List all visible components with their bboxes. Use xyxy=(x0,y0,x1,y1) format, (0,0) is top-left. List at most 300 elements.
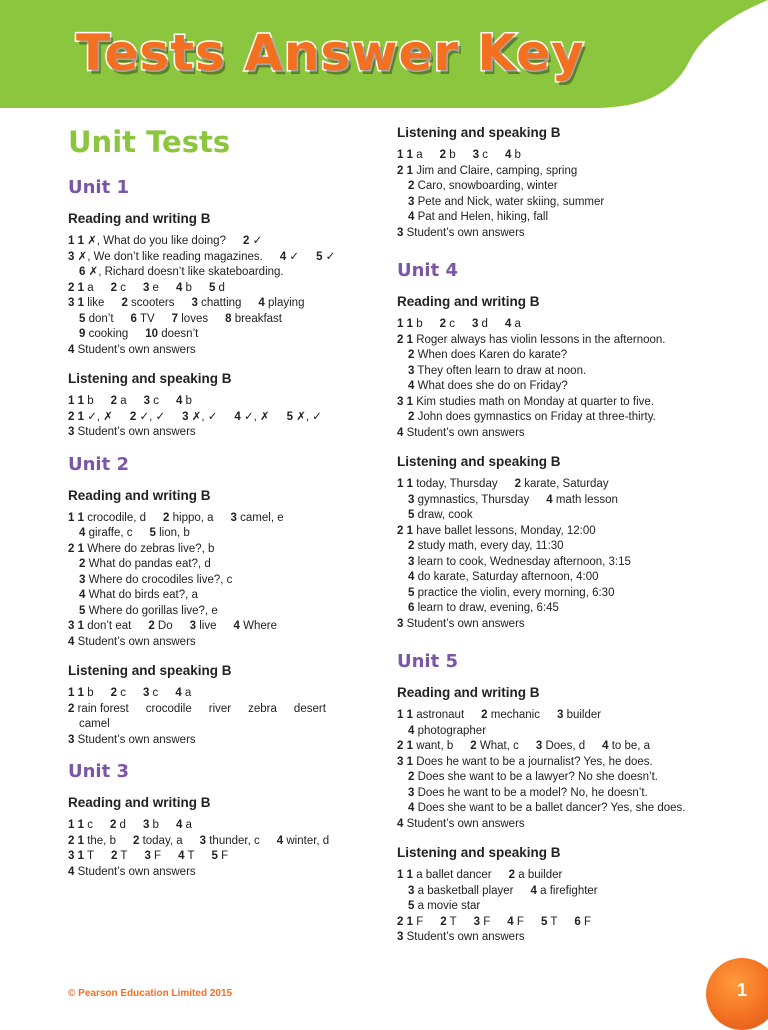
answer-text: crocodile xyxy=(145,702,192,715)
answer-line xyxy=(68,557,368,573)
answer-item xyxy=(557,708,601,724)
answer-item xyxy=(200,834,260,850)
answer-line xyxy=(68,717,368,733)
answer-text: ✗, What do you like doing? xyxy=(84,235,226,247)
listening-speaking-block xyxy=(397,453,717,632)
item-number: 4 xyxy=(397,817,404,830)
answer-item xyxy=(397,930,525,946)
answer-item xyxy=(536,739,585,755)
answer-line xyxy=(68,849,368,865)
answer-text: rain forest xyxy=(74,702,129,715)
answer-text: Student’s own answers xyxy=(74,865,196,878)
answer-item xyxy=(397,426,525,442)
item-number: 2 xyxy=(508,869,516,881)
answer-text: playing xyxy=(264,297,305,309)
answer-item xyxy=(68,394,94,410)
answer-item xyxy=(408,770,658,786)
answer-text: the, b xyxy=(84,834,116,847)
item-number: 3 xyxy=(142,687,150,699)
item-number: 5 xyxy=(149,527,156,539)
answer-item xyxy=(192,296,242,312)
answer-lines xyxy=(68,686,368,748)
item-number: 4 xyxy=(175,395,183,407)
item-number: 2 xyxy=(481,709,488,721)
answer-line xyxy=(68,425,368,441)
answer-text: What does she do on Friday? xyxy=(414,380,568,392)
answer-item xyxy=(68,834,116,850)
reading-writing-block xyxy=(68,794,368,880)
answer-line xyxy=(397,477,717,493)
answer-line xyxy=(397,426,717,442)
answer-item xyxy=(145,327,198,343)
answer-text: like xyxy=(84,297,105,309)
answer-item xyxy=(481,708,540,724)
item-number: 3 xyxy=(397,226,404,239)
answer-item xyxy=(68,296,104,312)
item-number: 3 1 xyxy=(68,620,84,632)
answer-lines xyxy=(397,477,717,632)
answer-item xyxy=(172,312,208,328)
answer-text: practice the violin, every morning, 6:30 xyxy=(414,586,615,599)
item-number: 5 xyxy=(408,586,415,599)
block-title: Reading and writing B xyxy=(397,685,540,700)
answer-line xyxy=(397,210,717,226)
answer-line xyxy=(397,379,717,395)
answer-text: b xyxy=(182,281,192,294)
item-number: 2 xyxy=(440,915,447,928)
answer-text: ✗, We don’t like reading magazines. xyxy=(74,250,263,263)
answer-item xyxy=(440,148,456,164)
answer-text: Student’s own answers xyxy=(74,733,196,746)
answer-item xyxy=(509,868,563,884)
answer-item xyxy=(397,617,525,633)
answer-item xyxy=(144,849,161,865)
answer-item xyxy=(440,317,455,333)
answer-item xyxy=(397,164,577,180)
answer-text: T xyxy=(446,915,457,928)
item-number: 1 1 xyxy=(397,478,413,490)
item-number: 2 xyxy=(132,834,140,847)
answer-line xyxy=(397,508,717,524)
answer-line xyxy=(68,588,368,604)
answer-text: study math, every day, 11:30 xyxy=(414,540,564,552)
answer-text: Student’s own answers xyxy=(403,226,525,239)
item-number: 4 xyxy=(234,410,241,423)
item-number: 3 1 xyxy=(397,755,413,768)
answer-text: learn to draw, evening, 6:45 xyxy=(414,602,559,614)
answer-item xyxy=(287,410,322,426)
answer-item xyxy=(507,915,524,931)
answer-item xyxy=(176,818,192,834)
answer-item xyxy=(68,234,226,250)
answer-item xyxy=(574,915,591,931)
item-number: 4 xyxy=(175,819,183,831)
answer-item xyxy=(408,884,514,900)
item-number: 4 xyxy=(79,589,86,601)
listening-speaking-block xyxy=(68,662,368,748)
answer-item xyxy=(408,508,473,524)
item-number: 3 xyxy=(471,318,479,330)
item-number: 3 xyxy=(397,931,404,943)
item-number: 3 xyxy=(408,493,415,506)
answer-item xyxy=(68,250,263,266)
item-number: 3 xyxy=(397,617,404,630)
answer-text: Student’s own answers xyxy=(403,817,525,830)
answer-item xyxy=(408,348,567,364)
item-number: 4 xyxy=(68,635,75,648)
item-number: 5 xyxy=(540,915,548,928)
answer-line xyxy=(397,179,717,195)
answer-text: b xyxy=(84,687,94,699)
answer-lines xyxy=(397,317,717,441)
answer-item xyxy=(546,493,618,509)
answer-line xyxy=(68,635,368,651)
answer-line xyxy=(397,617,717,633)
answer-text: lion, b xyxy=(155,527,190,539)
answer-line xyxy=(397,899,717,915)
answer-item xyxy=(408,379,568,395)
item-number: 2 xyxy=(242,235,250,247)
item-number: 4 xyxy=(504,318,512,330)
answer-line xyxy=(397,930,717,946)
answer-line xyxy=(397,148,717,164)
item-number: 6 xyxy=(130,312,137,325)
answer-item xyxy=(143,281,159,297)
answer-item xyxy=(397,524,596,540)
answer-text: do karate, Saturday afternoon, 4:00 xyxy=(414,571,599,583)
item-number: 1 1 xyxy=(397,709,413,721)
item-number: 2 xyxy=(408,540,415,552)
answer-text: ✗, ✓ xyxy=(293,410,322,423)
answer-lines xyxy=(68,394,368,441)
answer-item xyxy=(110,818,126,834)
answer-item xyxy=(408,195,604,211)
section-title: Unit Tests xyxy=(68,125,231,159)
answer-text: Student’s own answers xyxy=(403,931,525,943)
answer-item xyxy=(111,686,126,702)
unit-title: Unit 5 xyxy=(397,651,458,672)
answer-text: a xyxy=(84,281,94,294)
item-number: 7 xyxy=(171,312,179,325)
item-number: 3 xyxy=(408,364,415,377)
answer-line xyxy=(68,312,368,328)
answer-text: T xyxy=(117,850,128,862)
answer-text: Does she want to be a ballet dancer? Yes, she does. xyxy=(414,802,686,814)
answer-item xyxy=(79,526,133,542)
answer-text: builder xyxy=(563,709,602,721)
unit-3 xyxy=(68,760,368,880)
block-title: Listening and speaking B xyxy=(397,125,561,140)
item-number: 1 1 xyxy=(68,687,84,699)
block-title: Listening and speaking B xyxy=(68,663,232,678)
answer-item xyxy=(68,733,196,749)
item-number: 5 xyxy=(408,509,415,521)
answer-item xyxy=(408,570,599,586)
answer-text: c xyxy=(149,687,159,699)
answer-item xyxy=(148,619,172,635)
answer-item xyxy=(68,849,94,865)
item-number: 2 xyxy=(111,850,118,862)
answer-item xyxy=(176,394,192,410)
answer-text: T xyxy=(184,850,195,862)
item-number: 3 xyxy=(68,250,75,263)
item-number: 2 1 xyxy=(397,524,413,537)
answer-text: camel, e xyxy=(236,511,284,524)
answer-line xyxy=(68,265,368,281)
answer-item xyxy=(408,586,614,602)
answer-text: astronaut xyxy=(413,709,465,721)
answer-text: Where do zebras live?, b xyxy=(84,542,215,555)
answer-text: a xyxy=(182,819,192,831)
answer-text: c xyxy=(479,149,488,161)
answer-item xyxy=(182,410,217,426)
answer-text: Where do gorillas live?, e xyxy=(85,604,218,617)
answer-text: Student’s own answers xyxy=(403,426,525,439)
answer-item xyxy=(79,327,128,343)
answer-text: b xyxy=(182,395,192,407)
answer-item xyxy=(79,717,110,733)
answer-text: b xyxy=(149,819,159,831)
item-number: 3 xyxy=(230,511,237,524)
answer-item xyxy=(397,395,654,411)
answer-line xyxy=(397,539,717,555)
item-number: 4 xyxy=(397,426,404,439)
block-title: Reading and writing B xyxy=(397,294,540,309)
answer-text: They often learn to draw at noon. xyxy=(414,364,587,377)
item-number: 3 xyxy=(142,819,150,831)
item-number: 2 xyxy=(439,318,446,330)
answer-text: e xyxy=(149,281,159,294)
answer-line xyxy=(397,755,717,771)
item-number: 1 1 xyxy=(68,395,84,407)
answer-item xyxy=(111,281,126,297)
answer-item xyxy=(243,234,262,250)
answer-text: karate, Saturday xyxy=(521,478,609,490)
answer-item xyxy=(234,619,277,635)
answer-text: today, Thursday xyxy=(413,478,498,490)
answer-item xyxy=(68,686,94,702)
page-number: 1 xyxy=(736,980,747,1000)
answer-text: live xyxy=(196,620,217,632)
answer-text: river xyxy=(208,702,232,715)
item-number: 4 xyxy=(546,493,553,506)
item-number: 2 xyxy=(121,297,128,309)
answer-text: to be, a xyxy=(608,740,651,752)
answer-text: zebra xyxy=(248,702,277,715)
listening-speaking-block xyxy=(68,370,368,441)
answer-line xyxy=(397,601,717,617)
answer-line xyxy=(68,702,368,718)
answer-text: giraffe, c xyxy=(85,527,133,539)
answer-item xyxy=(146,702,192,718)
answer-line xyxy=(397,570,717,586)
answer-line xyxy=(397,195,717,211)
item-number: 6 xyxy=(408,602,415,614)
item-number: 2 xyxy=(148,620,155,632)
answer-item xyxy=(397,868,492,884)
item-number: 9 xyxy=(79,328,86,340)
answer-text: have ballet lessons, Monday, 12:00 xyxy=(413,524,596,537)
answer-text: Where xyxy=(239,620,277,632)
answer-text: breakfast xyxy=(231,312,282,325)
answer-text: ✓, ✗ xyxy=(240,410,270,423)
answer-text: a xyxy=(511,318,521,330)
answer-lines xyxy=(68,511,368,651)
answer-line xyxy=(397,555,717,571)
answer-item xyxy=(397,148,423,164)
answer-item xyxy=(68,425,196,441)
item-number: 2 xyxy=(129,410,137,423)
answer-text: Student’s own answers xyxy=(74,426,196,438)
answer-item xyxy=(316,250,335,266)
item-number: 3 xyxy=(408,555,415,568)
answer-line xyxy=(68,234,368,250)
answer-item xyxy=(294,702,326,718)
answer-text: a basketball player xyxy=(414,884,514,897)
answer-text: chatting xyxy=(197,297,242,309)
item-number: 3 xyxy=(182,410,189,423)
answer-item xyxy=(408,493,529,509)
item-number: 3 xyxy=(473,915,481,928)
item-number: 4 xyxy=(68,343,75,356)
answer-item xyxy=(408,601,559,617)
answer-text: Do xyxy=(154,620,173,632)
answer-line xyxy=(397,868,717,884)
answer-text: Student’s own answers xyxy=(403,617,525,630)
answer-lines xyxy=(397,868,717,946)
answer-text: learn to cook, Wednesday afternoon, 3:15 xyxy=(414,555,631,568)
item-number: 3 xyxy=(189,620,197,632)
item-number: 4 xyxy=(175,281,183,294)
answer-item xyxy=(473,148,488,164)
item-number: 2 xyxy=(408,180,415,192)
answer-item xyxy=(175,686,191,702)
answer-text: Jim and Claire, camping, spring xyxy=(413,164,578,177)
answer-line xyxy=(68,327,368,343)
reading-writing-block xyxy=(68,210,368,358)
item-number: 10 xyxy=(145,328,159,340)
answer-item xyxy=(68,281,94,297)
answer-item xyxy=(258,296,304,312)
item-number: 2 xyxy=(408,771,415,783)
item-number: 5 xyxy=(408,900,415,912)
item-number: 4 xyxy=(408,211,415,223)
answer-item xyxy=(408,179,558,195)
answer-text: gymnastics, Thursday xyxy=(414,493,530,506)
item-number: 3 xyxy=(408,884,415,897)
answer-text: c xyxy=(150,395,159,407)
item-number: 5 xyxy=(286,410,294,423)
item-number: 2 1 xyxy=(68,410,84,423)
answer-text: ✗, Richard doesn’t like skateboarding. xyxy=(85,266,284,278)
answer-text: Student’s own answers xyxy=(74,343,196,356)
answer-line xyxy=(68,296,368,312)
answer-line xyxy=(397,708,717,724)
item-number: 1 1 xyxy=(68,235,84,247)
answer-line xyxy=(68,573,368,589)
answer-item xyxy=(474,915,491,931)
answer-item xyxy=(121,296,174,312)
answer-line xyxy=(397,164,717,180)
item-number: 2 xyxy=(408,411,415,423)
answer-text: F xyxy=(480,915,491,928)
item-number: 3 1 xyxy=(68,297,84,309)
answer-text: loves xyxy=(178,312,209,325)
item-number: 3 xyxy=(408,195,415,208)
answer-line xyxy=(68,250,368,266)
answer-item xyxy=(143,686,158,702)
unit-4 xyxy=(397,259,717,632)
answer-text: Does he want to be a journalist? Yes, he does. xyxy=(413,755,653,768)
answer-text: a firefighter xyxy=(536,884,598,897)
answer-line xyxy=(68,834,368,850)
answer-item xyxy=(144,394,159,410)
item-number: 2 xyxy=(79,558,86,570)
item-number: 2 xyxy=(514,478,521,490)
item-number: 3 xyxy=(68,733,75,746)
reading-writing-block xyxy=(68,487,368,651)
item-number: 4 xyxy=(408,802,415,814)
item-number: 3 xyxy=(191,297,198,309)
answer-item xyxy=(131,312,155,328)
answer-item xyxy=(79,312,114,328)
item-number: 6 xyxy=(574,915,581,928)
answer-text: doesn’t xyxy=(158,328,199,340)
answer-line xyxy=(68,686,368,702)
item-number: 4 xyxy=(276,834,284,847)
answer-text: Does, d xyxy=(542,740,586,752)
answer-line xyxy=(397,348,717,364)
answer-item xyxy=(541,915,557,931)
answer-item xyxy=(408,724,486,740)
answer-line xyxy=(68,818,368,834)
answer-text: Pat and Helen, hiking, fall xyxy=(414,211,549,223)
answer-text: a xyxy=(181,687,192,699)
answer-item xyxy=(212,849,229,865)
item-number: 1 1 xyxy=(68,819,84,831)
answer-text: a builder xyxy=(515,869,563,881)
item-number: 4 xyxy=(602,740,609,752)
answer-item xyxy=(408,210,548,226)
item-number: 2 xyxy=(110,281,117,294)
item-number: 4 xyxy=(233,620,240,632)
answer-item xyxy=(397,317,423,333)
item-number: 4 xyxy=(279,250,287,263)
answer-text: a xyxy=(413,149,423,161)
item-number: 3 xyxy=(199,834,207,847)
left-column xyxy=(68,118,368,892)
answer-text: a xyxy=(117,395,127,407)
answer-line xyxy=(68,542,368,558)
answer-item xyxy=(397,755,653,771)
answer-text: b xyxy=(511,149,521,161)
answer-item xyxy=(408,539,564,555)
block-title: Reading and writing B xyxy=(68,795,211,810)
answer-text: d xyxy=(478,318,488,330)
answer-item xyxy=(150,526,190,542)
item-number: 5 xyxy=(316,250,323,263)
answer-text: What, c xyxy=(476,740,519,752)
item-number: 2 xyxy=(408,349,415,361)
answer-lines xyxy=(68,818,368,880)
answer-line xyxy=(397,786,717,802)
answer-item xyxy=(397,477,498,493)
answer-text: a movie star xyxy=(414,900,481,912)
answer-text: thunder, c xyxy=(206,834,260,847)
item-number: 2 1 xyxy=(68,542,84,555)
answer-line xyxy=(68,394,368,410)
answer-item xyxy=(515,477,609,493)
